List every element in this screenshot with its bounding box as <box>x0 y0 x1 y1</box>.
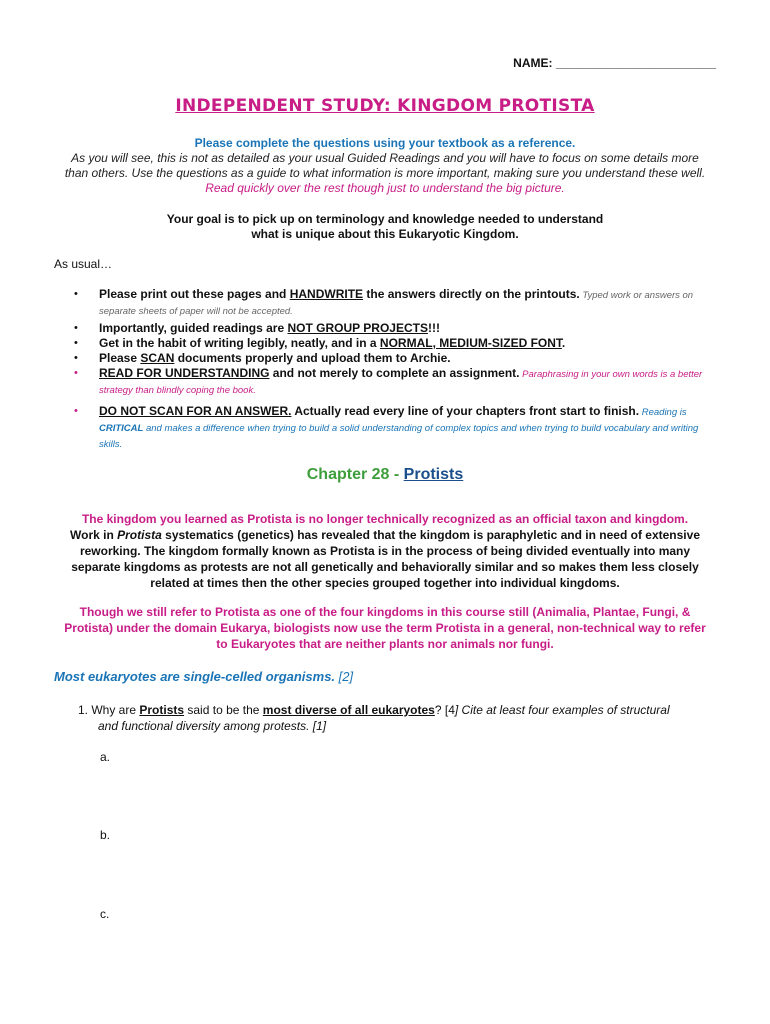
goal-line-1: Your goal is to pick up on terminology and knowledge needed to understand <box>166 212 604 226</box>
protista-paragraph-2: Though we still refer to Protista as one of the four kingdoms in this course still (Animalia, Plantae, Fungi, & Protista) under the domain Eukarya, biologists now use the term Protista in a general, non-technical way to refer to Eukaryotes that are neither plants nor animals nor fungi. <box>64 605 706 651</box>
question-1: 1. Why are Protists said to be the most diverse of all eukaryotes? [4] Cite at least four examples of structural and functional diversity among protests. [1] <box>78 703 670 733</box>
list-item: • Please print out these pages and HANDWRITE the answers directly on the printouts. Typed work or answers on separate sheets of paper will not be accepted. <box>74 287 694 317</box>
as-usual-label: As usual… <box>54 257 113 271</box>
chapter-heading <box>0 466 770 484</box>
name-field-line: NAME: ________________________ <box>513 56 716 70</box>
list-item: • Get in the habit of writing legibly, neatly, and in a NORMAL, MEDIUM-SIZED FONT. <box>74 336 566 350</box>
intro-block <box>60 136 710 196</box>
list-item: • Please SCAN documents properly and upload them to Archie. <box>74 351 451 365</box>
instruction-list <box>74 287 716 452</box>
page-title: INDEPENDENT STUDY: KINGDOM PROTISTA <box>175 96 595 116</box>
intro-line-2: As you will see, this is not as detailed as your usual Guided Readings and you will have to focus on some details more than others. Use the questions as a guide to what information is more important, making sure you understand these well. <box>64 151 706 180</box>
chapter-title: Protists <box>403 466 464 483</box>
answer-label-b: b. <box>100 828 111 842</box>
bullet-icon: • <box>74 352 78 364</box>
intro-line-3: Read quickly over the rest though just to understand the big picture. <box>205 181 565 195</box>
answer-label-a: a. <box>100 750 111 764</box>
bullet-icon: • <box>74 337 78 349</box>
paragraph-lead: The kingdom you learned as Protista is no longer technically recognized as an official taxon and kingdom. <box>81 512 689 526</box>
goal-line-2: what is unique about this Eukaryotic Kingdom. <box>251 227 519 241</box>
bullet-icon: • <box>74 367 78 379</box>
list-item: • DO NOT SCAN FOR AN ANSWER. Actually read every line of your chapters front start to finish. Reading is CRITICAL and makes a difference when trying to build a solid understanding of complex topics and when trying to build vocabulary and writing skills. <box>74 404 699 450</box>
goal-block <box>60 212 710 242</box>
bullet-icon: • <box>74 405 78 417</box>
bullet-icon: • <box>74 288 78 300</box>
list-item: • Importantly, guided readings are NOT GROUP PROJECTS!!! <box>74 321 440 335</box>
bullet-icon: • <box>74 322 78 334</box>
chapter-number: Chapter 28 - <box>306 466 404 483</box>
intro-line-1: Please complete the questions using your textbook as a reference. <box>194 136 576 150</box>
section-heading: Most eukaryotes are single-celled organisms. [2] <box>54 669 354 684</box>
list-item: • READ FOR UNDERSTANDING and not merely to complete an assignment. Paraphrasing in your own words is a better strategy than blindly coping the book. <box>74 366 703 396</box>
answer-label-c: c. <box>100 907 110 921</box>
protista-paragraph-1: The kingdom you learned as Protista is no longer technically recognized as an official taxon and kingdom. Work in Protista systematics (genetics) has revealed that the kingdom is paraphyletic and in need of extensive reworking. The kingdom formally known as Protista is in the process of being divided eventually into many separate kingdoms as protests are not all genetically and behaviorally similar and so makes them less closely related at times then the other species grouped together into individual kingdoms. <box>64 511 706 591</box>
